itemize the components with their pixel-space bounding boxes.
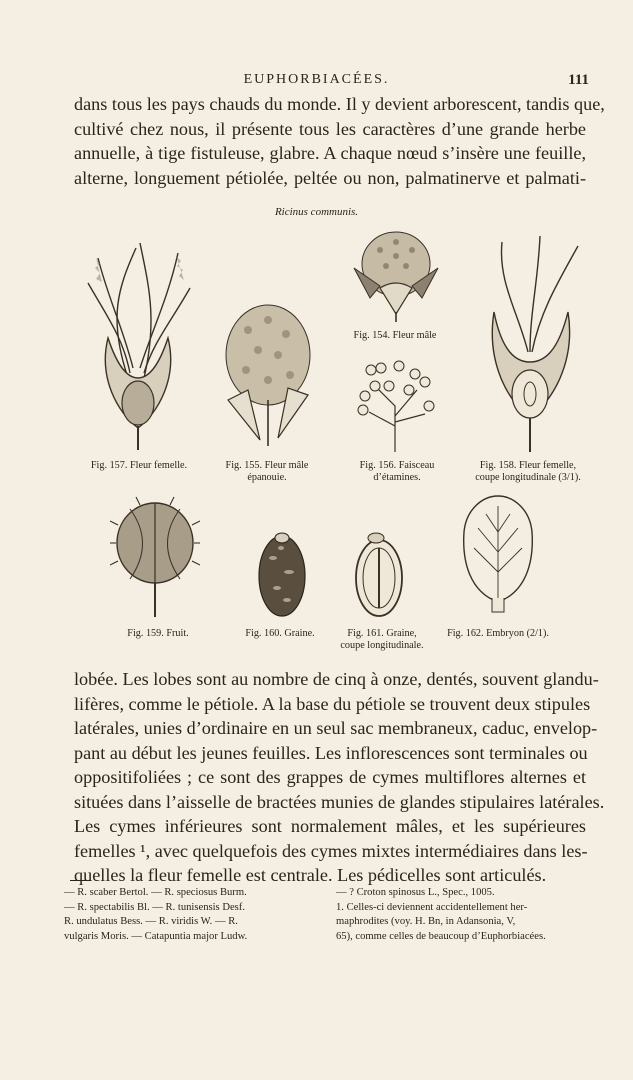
text-line: alterne, longuement pétiolée, peltée ou non, palmatinerve et palmati- <box>74 167 586 188</box>
text-line: latérales, unies d’ordinaire en un seul sac membraneux, caduc, envelop- <box>74 718 598 738</box>
caption-fig-155 <box>205 460 329 484</box>
footnote-line: 1. Celles-ci deviennent accidentellement her- <box>336 901 528 913</box>
text-line: situées dans l’aisselle de bractées munies de glandes stipulaires latérales. <box>74 791 605 812</box>
caption-fig-160: Fig. 160. Graine. <box>245 628 315 639</box>
caption-line: coupe longitudinale (3/1). <box>475 472 581 483</box>
text-line: annuelle, à tige fistuleuse, glabre. A chaque nœud s’insère une feuille, <box>74 143 586 163</box>
text-line: lifères, comme le pétiole. A la base du pétiole se trouvent deux stipules <box>74 693 591 714</box>
caption-fig-158 <box>458 460 598 484</box>
caption-fig-154: Fig. 154. Fleur mâle <box>353 330 437 341</box>
figure-title: Ricinus communis. <box>274 206 359 218</box>
figure-161-seed-section <box>352 528 406 620</box>
figure-159-fruit <box>110 495 200 619</box>
text-line: Les cymes inférieures sont normalement mâles, et les supérieures <box>74 816 586 836</box>
page-number: 111 <box>568 72 589 88</box>
footnote-line: — R. scaber Bertol. — R. speciosus Burm. <box>64 887 247 898</box>
figure-157-female-flower <box>78 228 198 453</box>
caption-line: d’étamines. <box>373 472 421 483</box>
figure-154-male-flower <box>350 228 442 324</box>
paragraph-top <box>74 92 605 190</box>
caption-line: Fig. 161. Graine, <box>347 628 417 639</box>
figure-162-embryo <box>460 492 536 616</box>
text-line: quelles la fleur femelle est centrale. Les pédicelles sont articulés. <box>74 865 547 885</box>
footnote-line: R. undulatus Bess. — R. viridis W. — R. <box>64 916 238 927</box>
running-head: EUPHORBIACÉES. <box>243 72 390 87</box>
text-line: dans tous les pays chauds du monde. Il y devient arborescent, tandis que, <box>74 94 605 114</box>
footnote-line: — ? Croton spinosus L., Spec., 1005. <box>336 887 495 898</box>
caption-fig-161 <box>332 628 432 652</box>
caption-line: Fig. 158. Fleur femelle, <box>479 460 577 471</box>
text-line: cultivé chez nous, il présente tous les caractères d’une grande herbe <box>74 118 586 139</box>
footnotes-left-column <box>64 886 326 944</box>
caption-line: épanouie. <box>247 472 287 483</box>
figure-158-female-flower-section <box>478 232 584 454</box>
figure-160-seed <box>255 528 309 620</box>
caption-fig-157: Fig. 157. Fleur femelle. <box>90 460 188 471</box>
figure-156-stamen-bundle <box>355 356 437 454</box>
footnote-line: 65), comme celles de beaucoup d’Euphorbiacées. <box>336 930 546 942</box>
caption-fig-159: Fig. 159. Fruit. <box>127 628 189 639</box>
paragraph-bottom <box>74 667 605 888</box>
text-line: pant au début les jeunes feuilles. Les inflorescences sont terminales ou <box>74 742 588 763</box>
footnote-line: — R. spectabilis Bl. — R. tunisensis Desf. <box>64 901 245 913</box>
page-header <box>0 72 633 92</box>
text-line: oppositifoliées ; ce sont des grappes de cymes multiflores alternes et <box>74 767 586 787</box>
footnote-line: vulgaris Moris. — Catapuntia major Ludw. <box>64 930 248 942</box>
caption-fig-162: Fig. 162. Embryon (2/1). <box>447 628 549 639</box>
caption-line: coupe longitudinale. <box>340 640 424 651</box>
footnote-rule <box>70 880 90 881</box>
caption-line: Fig. 156. Faisceau <box>359 460 435 471</box>
figure-155-male-flower-open <box>218 300 318 448</box>
text-line: lobée. Les lobes sont au nombre de cinq à onze, dentés, souvent glandu- <box>74 669 599 689</box>
caption-line: Fig. 155. Fleur mâle <box>225 460 309 471</box>
text-line: femelles ¹, avec quelquefois des cymes mixtes intermédiaires dans les- <box>74 840 588 861</box>
caption-fig-156 <box>335 460 459 484</box>
footnotes-right-column <box>336 886 588 944</box>
footnote-line: maphrodites (voy. H. Bn, in Adansonia, V, <box>336 916 516 927</box>
